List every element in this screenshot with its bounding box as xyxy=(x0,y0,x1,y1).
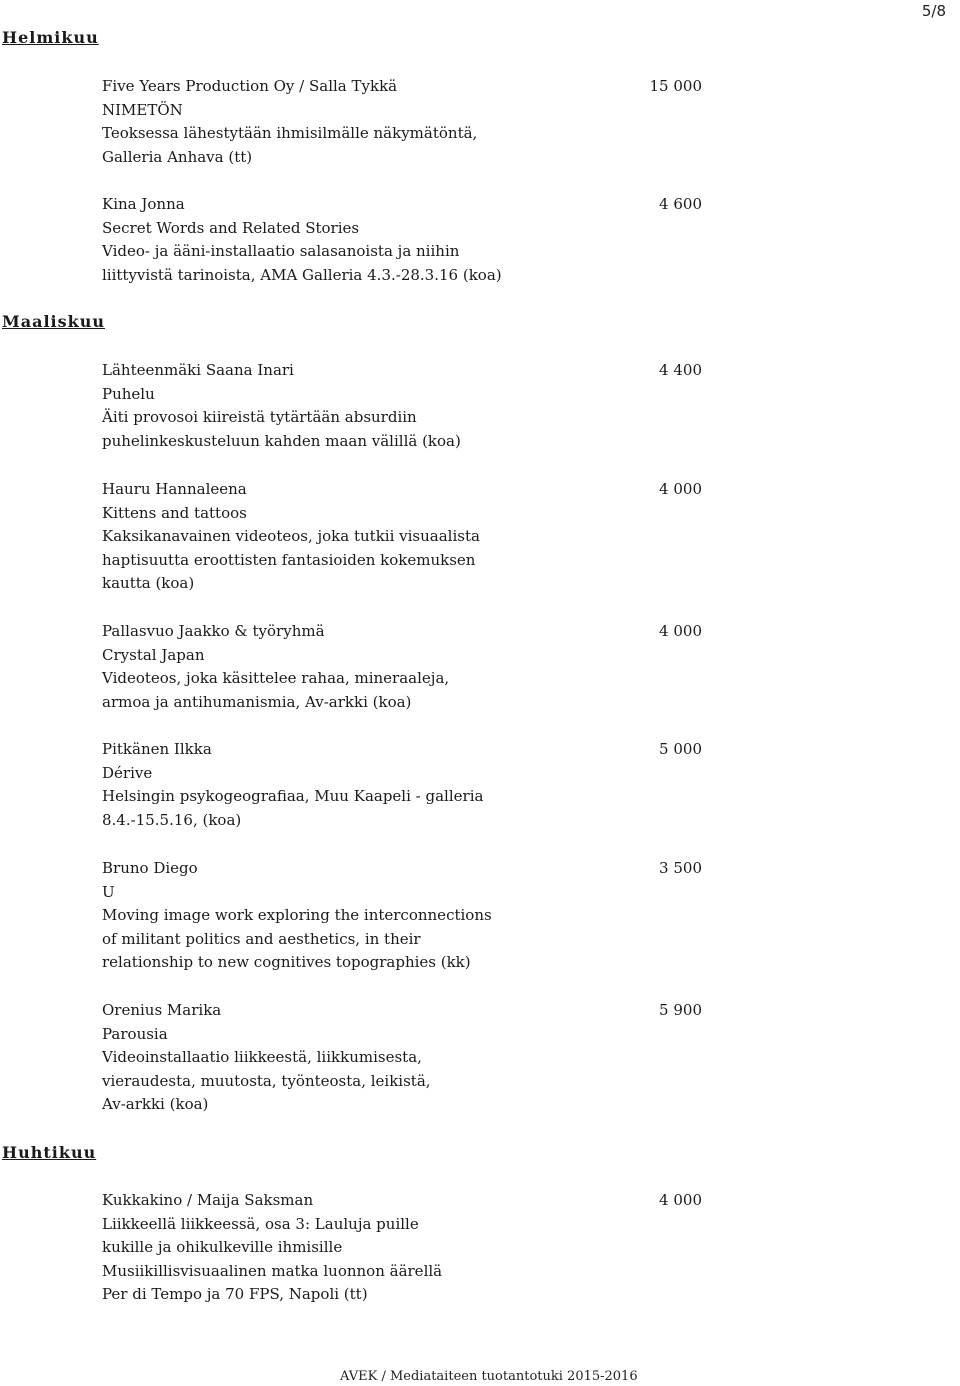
grant-description-line: Äiti provosoi kiireistä tytärtään absurdiin xyxy=(102,408,417,427)
grant-description-line: Per di Tempo ja 70 FPS, Napoli (tt) xyxy=(102,1285,368,1304)
footer: AVEK / Mediataiteen tuotantotuki 2015-2016 xyxy=(340,1369,638,1384)
grant-recipient: Five Years Production Oy / Salla Tykkä xyxy=(102,77,398,95)
grant-title: Secret Words and Related Stories xyxy=(102,218,360,237)
grant-recipient: Kukkakino / Maija Saksman xyxy=(102,1191,314,1209)
grant-amount: 3 500 xyxy=(659,859,702,877)
grant-recipient: Pitkänen Ilkka xyxy=(102,740,212,758)
grant-amount: 4 000 xyxy=(659,1191,702,1209)
grant-recipient: Hauru Hannaleena xyxy=(102,480,247,498)
grant-entry xyxy=(102,193,702,287)
grant-title: Kittens and tattoos xyxy=(102,503,247,522)
grant-title: NIMETÖN xyxy=(102,100,183,119)
month-heading-maaliskuu: Maaliskuu xyxy=(2,312,105,331)
grant-description-line: Helsingin psykogeografiaa, Muu Kaapeli - galleria xyxy=(102,787,484,806)
grant-amount: 4 000 xyxy=(659,480,702,498)
grant-title: Dérive xyxy=(102,763,153,782)
month-heading-huhtikuu: Huhtikuu xyxy=(2,1143,97,1162)
grant-amount: 5 900 xyxy=(659,1001,702,1019)
grant-recipient: Kina Jonna xyxy=(102,195,185,213)
month-heading-helmikuu: Helmikuu xyxy=(2,28,99,47)
grant-recipient: Orenius Marika xyxy=(102,1001,222,1019)
grant-description-line: relationship to new cognitives topographies (kk) xyxy=(102,953,471,972)
grant-description-line: armoa ja antihumanismia, Av-arkki (koa) xyxy=(102,692,412,711)
grant-recipient: Lähteenmäki Saana Inari xyxy=(102,361,294,379)
grant-description-line: kautta (koa) xyxy=(102,574,195,593)
grant-title: Parousia xyxy=(102,1024,168,1043)
grant-amount: 4 000 xyxy=(659,622,702,640)
grant-description-line: of militant politics and aesthetics, in their xyxy=(102,929,421,948)
grant-description-line: Musiikillisvisuaalinen matka luonnon äärellä xyxy=(102,1261,443,1280)
grant-description-line: vieraudesta, muutosta, työnteosta, leikistä, xyxy=(102,1071,431,1090)
grant-entry xyxy=(102,75,702,169)
grant-amount: 5 000 xyxy=(659,740,702,758)
grant-description-line: liittyvistä tarinoista, AMA Galleria 4.3.-28.3.16 (koa) xyxy=(102,265,502,284)
grant-title: Puhelu xyxy=(102,384,155,403)
grant-entry xyxy=(102,1189,702,1307)
grant-description-line: Teoksessa lähestytään ihmisilmälle näkymätöntä, xyxy=(102,124,478,143)
grant-entry xyxy=(102,857,702,975)
grant-description-line: Av-arkki (koa) xyxy=(102,1095,209,1114)
grant-amount: 15 000 xyxy=(649,77,702,95)
grant-description-line: Videoteos, joka käsittelee rahaa, mineraaleja, xyxy=(102,669,450,688)
grant-description-line: Kaksikanavainen videoteos, joka tutkii visuaalista xyxy=(102,527,480,546)
grant-description-line: Galleria Anhava (tt) xyxy=(102,147,253,166)
grant-description-line: Videoinstallaatio liikkeestä, liikkumisesta, xyxy=(102,1048,422,1067)
grant-description-line: puhelinkeskusteluun kahden maan välillä (koa) xyxy=(102,431,461,450)
grant-description-line: Moving image work exploring the interconnections xyxy=(102,906,492,925)
grant-title: U xyxy=(102,882,115,901)
grant-recipient: Pallasvuo Jaakko & työryhmä xyxy=(102,622,325,640)
grant-entry xyxy=(102,478,702,596)
grant-entry xyxy=(102,738,702,832)
grant-amount: 4 600 xyxy=(659,195,702,213)
grant-title: Liikkeellä liikkeessä, osa 3: Lauluja puille xyxy=(102,1214,419,1233)
grant-description-line: 8.4.-15.5.16, (koa) xyxy=(102,810,242,829)
grant-description-line: kukille ja ohikulkeville ihmisille xyxy=(102,1238,343,1257)
grant-entry xyxy=(102,359,702,453)
grant-recipient: Bruno Diego xyxy=(102,859,198,877)
grant-description-line: haptisuutta eroottisten fantasioiden kokemuksen xyxy=(102,550,476,569)
grant-entry xyxy=(102,620,702,714)
page-number: 5/8 xyxy=(921,2,946,20)
grant-title: Crystal Japan xyxy=(102,645,205,664)
grant-description-line: Video- ja ääni-installaatio salasanoista ja niihin xyxy=(102,242,460,261)
grant-amount: 4 400 xyxy=(659,361,702,379)
grant-entry xyxy=(102,999,702,1117)
